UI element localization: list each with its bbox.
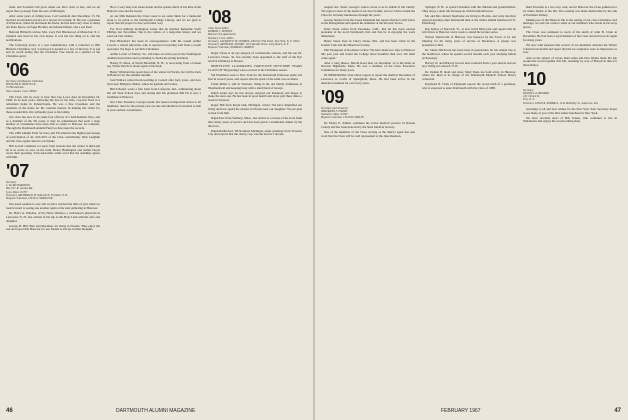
paragraph: George Snyder from the Green Mountain Inn reports that he is still active in the management and spends his summers at the inn near Stowe.	[321, 17, 415, 26]
paragraph: Bertram Hilliard's widow, Mrs. Lucy Fair Blackwood of Montclair, N. J. founded and lived in her own house. It was the last thing on it, and the notifications.	[6, 30, 100, 42]
paragraph: Phil Thompson of Rochester writes: 'We have made two trips to Hanover this past year and found the College more beautiful than ever. We shall come again.'	[321, 48, 415, 60]
paragraph: Harvey W. and Marjory Graves have returned from a year abroad and are now living in Concord, N. H.	[422, 60, 516, 69]
class-1910-heading	[523, 68, 617, 105]
bequest-line: Bequest Chairman, LEON A. SPANGLER	[6, 196, 53, 200]
paragraph: We note with pleasure that several of our members attended the Winter Carnival last month and report that the ice sculptures were as impressive as ever.	[523, 42, 617, 55]
paragraph: Sid Washburn went to New York for the Dartmouth Princeton game, his first in several years, and reports that the spirit of the team was excellent.	[208, 72, 302, 81]
paragraph: August last. Sister, George's widow wrote to us in behalf of the family: 'We regret to hear of the death of our dear brother, and we wish to thank the Class for its many kindnesses through the years.'	[321, 6, 415, 17]
paragraph: Bill Lowell continues to report from Arizona that the winter is mild and he is as active as ever on his farm. Henry Huntington and Arthur Doyle wrote their greetings. Tom Alexander sends word that the sunshine agrees with him.	[6, 143, 100, 160]
paragraph: NINETY-FIVE CLASSMATES, FORTY-FIVE FIFTY-NINE YEARS CLASS OF '08 greetings were received at the Christmas season.	[208, 64, 302, 72]
editor-title: Class News Editor	[208, 27, 229, 30]
treasurer-line: Treasurer, LEWIS R. KIMBALL, 1144 McKinley St., Anderson, Ind.	[523, 101, 599, 105]
col1-body	[6, 96, 100, 160]
paragraph: At our 60th Reunion the Class voted to set aside funds for a memorial book to be given to the Dartmouth College Library, and we are glad to report that the project is now well under way.	[107, 13, 201, 26]
paragraph: He is a very busy real estate dealer and he spends much of his time in the Hanover area and the Green.	[107, 6, 201, 13]
paragraph: The Class will be sorry to hear that Cap Lowe died on December 19, 1966. In its next years, following the loss of his wife, Cap has lived in a retirement home in Pennsylvania. He was a fine Classmate and the residents of the home for his constant interest in making life richer for those around him. Our sympathy goes to his family.	[6, 94, 100, 114]
officer-line: Secretary, LAURENCE M. SYMMES, 400 East 57th Street, New York, N. Y. 10022	[208, 39, 300, 43]
secretary-title: Secretary	[6, 180, 17, 184]
secretary-name: RUSSELL A. BEDARD	[523, 92, 549, 96]
class-year: '09	[321, 86, 344, 107]
paragraph: Making use of the Hanover Inn as the setting of our class Christmas card message, we sent out cards to some of our members who reside in far-away places.	[523, 17, 617, 30]
paragraph: Harley N. Moss, of North Haverhill, N. H., is recovering from a broken leg. Writes that he is about again at his desk.	[107, 60, 201, 69]
paragraph: The following notice is a real remembrance with a reference to Bill Birnett's Christmas card. Cordwood is needed to a few of the best. It is sad and be worth noting that the Christmas Tree stands as a symbol of the Christmas spirit.	[6, 42, 100, 59]
officer-line: Bequest Chairman, NORMAN CARMEN	[208, 46, 254, 50]
paragraph: Ralph Grant says he has always enjoyed our Reunions and hopes to make the next one. He has been in good health and plays golf three times a week in Sarasota.	[208, 90, 302, 103]
paragraph: The Class was saddened to learn of the death of John B. Clark in December. He had been a loyal member of the Class and served as its agent for many years.	[523, 30, 617, 42]
secretary-name: BERTRAND F. EMERY	[321, 109, 348, 113]
class-year: '10	[523, 68, 546, 89]
paragraph: Greetings to all and best wishes for the New Year. Your Secretary hopes to see many of you at the mid-winter luncheon in New York.	[523, 106, 617, 115]
paragraph: Arthur Lovett of Fairfax, Va., still takes an active part in the Washington Alumni Association and is planning to attend the spring luncheon.	[107, 51, 201, 60]
class-1907-heading	[6, 160, 100, 200]
class-officers	[523, 89, 617, 105]
class-1906-heading	[6, 59, 100, 93]
left-column-3	[208, 6, 302, 396]
editor-address: Hanover Inn Apartments	[208, 33, 236, 37]
secretary-address: 55 Harvard Ave.	[6, 86, 25, 90]
secretary-title: Secretary and Bequest Chairman	[6, 79, 44, 83]
paragraph: Dr. Dennis H. Reid and sister Mary Dana are both active in Hanover, where Dr. Reid is in charge of the Dartmouth Medical School library collection.	[422, 69, 516, 82]
secretary-address: 216 Clinton St.	[523, 95, 540, 99]
paragraph: Roger Hill from Royal Oak, Michigan, writes: 'We have simplified our living and now spend the winters in Florida near our daughter.' We are glad to hear from him.	[208, 103, 302, 115]
page-number: 47	[614, 408, 621, 414]
paragraph: Dana Sloan writes from Pasadena, Calif., that he has been elected president of the local Dartmouth club and that he is enjoying the work immensely.	[321, 26, 415, 39]
class-1908-heading	[208, 9, 302, 49]
left-footer	[6, 406, 306, 416]
class-officers	[208, 27, 302, 49]
secretary-address: Troy, N. Y.	[523, 98, 535, 102]
bequest-line: Bequest Chairman, LEON B. FARLEY	[321, 116, 364, 120]
paragraph: After some years of felling trees, Carl Gottsfeld died December 15. He had had an extended practice in a lawyer in Cornish, N. He was a graduate of Princeton, where he had made his home, he had been very close to many old Peter Ryers, an Eager Brother, and Mount Palmer, and a son Paul.	[6, 13, 100, 30]
paragraph: Frank Miller is still in Vermont, living in the old family farmhouse at Weathersfield and keeping busy with a small herd of Jerseys.	[208, 81, 302, 90]
right-column-2	[422, 6, 516, 396]
paragraph: Ralph Rutherford, '08 Northern Michigan, sends greetings from Traverse City and reports that the cherry crop was the best in a decade.	[208, 128, 302, 137]
paragraph: IN MEMORIAM. Your editor regrets to report the death in December of Lawrence A. Crafts of Springfield, Mass. He had been active in the insurance business for over forty years.	[321, 73, 415, 85]
class-officers	[6, 181, 100, 200]
editor-name: ROBERT J. HOYNES	[208, 30, 233, 34]
paragraph: Our class has now in its ranks four officers of a half-hundred lives, and as a member of the '06 roster, it may be remembered that such a large number of Classmates have been able to return to Hanover for reunions. Through the Dartmouth Alumni Fund we have kept the records.	[6, 114, 100, 131]
secretary-title: Secretary and Treasurer	[321, 106, 349, 110]
secretary-title: Secretary	[523, 88, 534, 92]
paragraph: Dr. Harry A. Windsor, of Dr. Harry Windsor, a well-known physician in Lancaster, N. H., has written of his trip to the Holy Land with his wife and daughter.	[6, 211, 100, 223]
paragraph: And on the subject of travel, Reid Allen and Don Weeks made the trip around the world together this fall, returning by way of Hawaii in time for the holidays.	[523, 55, 617, 68]
class-officers	[6, 80, 100, 93]
class-year: '07	[6, 160, 29, 181]
right-column-1	[321, 6, 415, 396]
paragraph: After a long illness, Harold Reed died on December 12 at his home in Newton Highlands, Mass. He was a member of the Class Executive Committee for many years.	[321, 60, 415, 73]
left-page	[0, 0, 313, 420]
paragraph: Bill Schaefer wrote a fine letter from Lafayette, Ind., reminiscing about the old Tuck School days and noting that his grandson Bill III is now a freshman at Hanover.	[107, 87, 201, 99]
right-footer	[321, 406, 621, 416]
paragraph: Jack Wallace retired from teaching at Cornell after forty years, and now lives near Bridgton, Maine, where he gardens and writes.	[107, 78, 201, 87]
paragraph: Our Class Treasurer, George Gould, has issued an important notice to all members: dues for the present year are due and should be forwarded to him at your earliest convenience.	[107, 100, 201, 112]
col1b-body	[6, 203, 100, 232]
paragraph: band, and Scotland will grow under our life's twist of fate, and we all regret that a passage from the seas of Michigan.	[6, 6, 100, 13]
paragraph: Mr. and Mrs. Robert Sherburne are living in Florida, and write that they enjoyed meeting other Dartmouth men at the winter alumni luncheon in St. Petersburg.	[422, 13, 516, 26]
paragraph: Warren Wentworth of Hanover was honored by the Town at its last Meeting for his many years of service as Moderator. A plaque was presented to him.	[422, 35, 516, 47]
paragraph: Reid Freedom is a two-way road, and in Hanover the Class gathered for its winter dinner at the Inn. The evening was made memorable by the talk of President Dickey.	[523, 6, 617, 17]
paragraph: Ralph Peer from Sudbury, Mass., has retired as a trustee of the local bank after many years of service and has been given a testimonial dinner by the directors.	[208, 116, 302, 128]
issue-date: FEBRUARY 1967	[441, 408, 481, 414]
paragraph: Ray Kelley of Norwich, Vt., is now in his 82nd year and reports that he still drives to Hanover every week to attend the lecture series.	[422, 26, 516, 35]
paragraph: One of the members of the Class serving as the district agent has sent word that the Class will be well represented at the June Reunion.	[321, 130, 415, 139]
class-officers	[321, 107, 415, 120]
left-column-1	[6, 6, 100, 396]
secretary-address: Box 527, R. Gordon Rd.	[6, 187, 33, 191]
paragraph: The 1966 Alumni Fund 54 class, and '06 achieved the highest percentage of participation of all, with 99% of the Class contributing. Dick Laughlin and the class agents deserve our thanks.	[6, 131, 100, 143]
secretary-address: Lyon, Mass. 01797	[6, 190, 28, 194]
secretary-name: SPENCER B. SHATTUCK	[6, 83, 36, 87]
class-1909-heading	[321, 86, 415, 120]
col1-lead	[6, 6, 100, 59]
paragraph: George H. Hill, Burt and Mortimer are living in Florida. They enjoy the sun and report that Hanover for our friends is always in their thoughts.	[6, 223, 100, 232]
paragraph: Dr. James Hitchcock has been busy in preparation for his annual trip to the Southwest, where he spends several months each year studying Indian archaeology.	[422, 48, 516, 60]
magazine-title: DARTMOUTH ALUMNI MAGAZINE	[116, 408, 196, 414]
page-number: 46	[6, 408, 13, 414]
treasurer-line: Treasurer, ARCHIBALD H. WALLACE, Franklin, N. H.	[6, 193, 69, 197]
editor-address: Danbury, Conn. 06812	[208, 36, 234, 40]
secretary-address: Sandwich, Mass. 02563	[321, 113, 348, 116]
class-year: '06	[6, 59, 29, 80]
paragraph: We have received news of Bob Tanzer, who continues to live in Winchester and enjoys his woodworking shop.	[523, 115, 617, 124]
right-column-3	[523, 6, 617, 396]
paragraph: Springer, N. H., to spend Christmas with the children and grandchildren. They enjoy a quiet life but keep up with Dartmouth news.	[422, 6, 516, 13]
paragraph: Raymond R. Clark of Plymouth reports the recent birth of a grandson, who is expected to enter Dartmouth with the Class of 1988.	[422, 82, 516, 90]
paragraph: Our usual reunion is over and we have reached the time of year when we look forward to seeing one another again at the next gathering in Hanover.	[6, 202, 100, 210]
paragraph: Roger Chase is an eye surgeon of considerable renown, and his son Dr. Lawrence Chase, '41, has recently been appointed to the staff of the Eye and Ear Infirmary at Boston.	[208, 51, 302, 63]
paragraph: Dr. Henry E. Kilmer continues his active medical practice in Nassau County and has been honored by the State Medical Society.	[321, 121, 415, 130]
class-year: '08	[208, 7, 231, 27]
secretary-address: New Canaan, Conn. 06840	[6, 89, 37, 93]
left-column-2	[107, 6, 201, 396]
secretary-name: L. M. RICHARDSON	[6, 184, 30, 188]
paragraph: For Fred Anthony Rodington writes that he married Katherine Swift Phillips last November. She is the widow of a long-time friend, and we send our best wishes.	[107, 26, 201, 39]
paragraph: Henry Wickland has spent most of the winter in Florida, but will be back in Hanover for the summer months.	[107, 69, 201, 78]
paragraph: Paul Blanchard has been in correspondence with his cousin Arthur Lowell, a retired physician, who is reported recovering well from a recent operation. We hope to see him at Reunion.	[107, 39, 201, 51]
right-page	[315, 0, 628, 420]
officer-line: Treasurer, ARTHUR R. MOORE, 110 Lakeside Drive, Long Beach, N. Y.	[208, 43, 289, 47]
paragraph: Henry Stone lives in Chevy Chase, Md., and has been active in the Garden Club and the Historical Society.	[321, 39, 415, 47]
